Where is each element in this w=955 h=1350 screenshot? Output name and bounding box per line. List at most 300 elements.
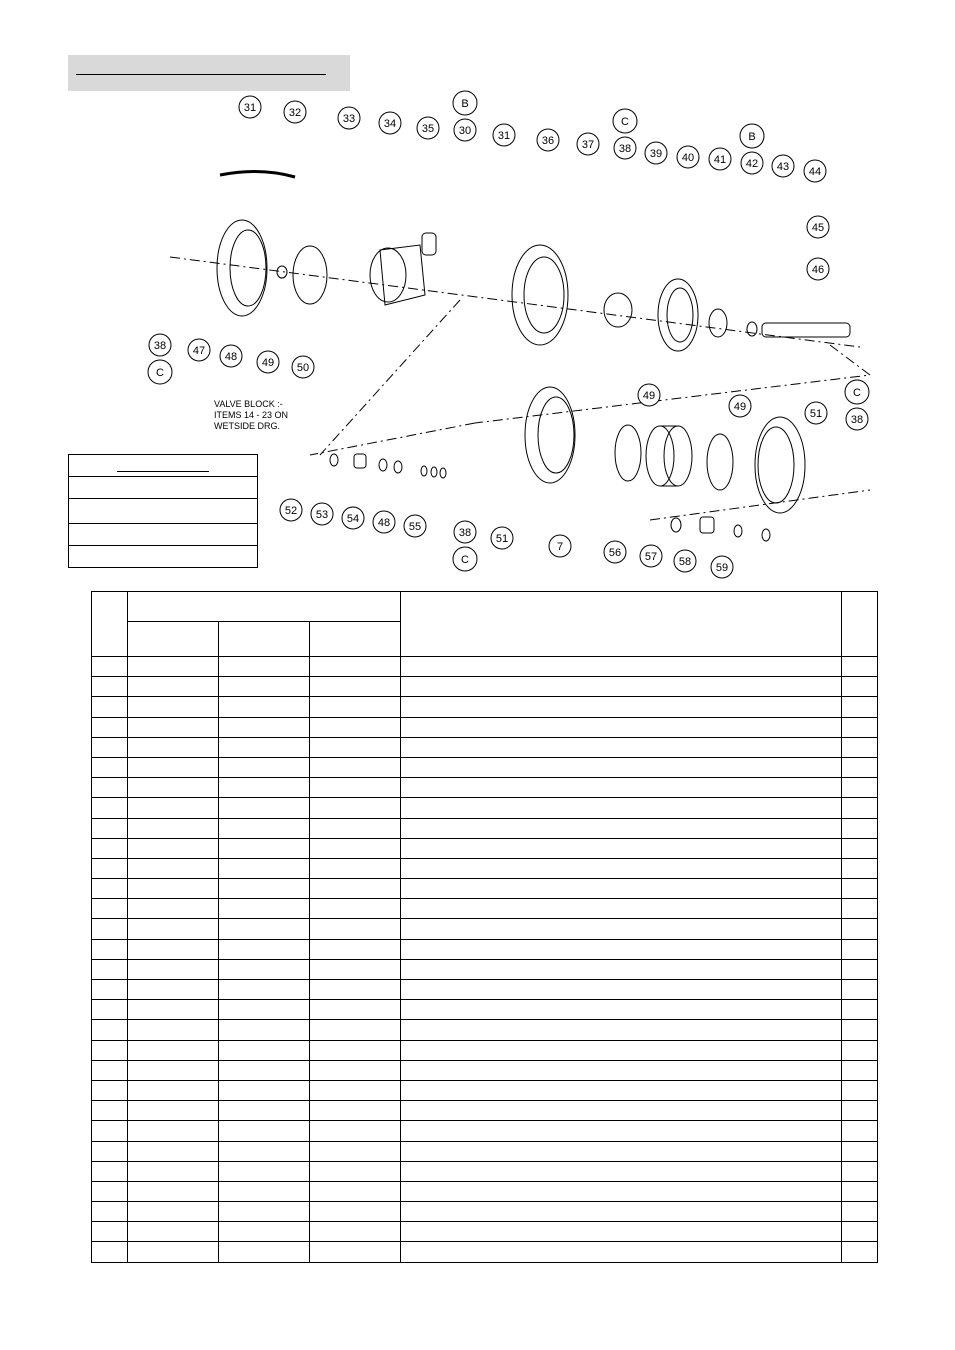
table-cell [219, 1202, 310, 1222]
table-cell [92, 980, 128, 1000]
table-cell [92, 919, 128, 939]
table-row [92, 1222, 878, 1242]
table-cell [92, 778, 128, 798]
table-cell [401, 757, 842, 777]
table-cell [128, 1080, 219, 1100]
table-row [92, 1000, 878, 1020]
table-cell [401, 838, 842, 858]
table-cell [128, 1020, 219, 1040]
callout-31 [239, 96, 261, 118]
header-sub-3 [310, 622, 401, 657]
callout-32 [284, 101, 306, 123]
table-cell [401, 980, 842, 1000]
table-cell [219, 1000, 310, 1020]
table-cell [401, 697, 842, 717]
svg-text:48: 48 [377, 517, 391, 529]
table-row [92, 1060, 878, 1080]
svg-text:41: 41 [713, 154, 727, 166]
table-cell [842, 697, 878, 717]
callout-38 [614, 137, 636, 159]
table-row [92, 919, 878, 939]
table-cell [92, 1181, 128, 1201]
table-cell [842, 1000, 878, 1020]
svg-text:42: 42 [745, 158, 759, 170]
callout-49-lower-a [638, 384, 660, 406]
table-row [92, 757, 878, 777]
part-51-end-cap-right [755, 417, 805, 513]
table-cell [310, 1020, 401, 1040]
table-cell [842, 717, 878, 737]
svg-text:44: 44 [808, 166, 822, 178]
table-cell [128, 1101, 219, 1121]
table-cell [128, 858, 219, 878]
table-cell [128, 1202, 219, 1222]
svg-text:32: 32 [288, 107, 302, 119]
ref-marker-c-2 [148, 360, 172, 384]
table-cell [401, 798, 842, 818]
callout-48b [373, 511, 395, 533]
table-row [92, 1161, 878, 1181]
legend-row [69, 524, 258, 546]
svg-text:34: 34 [383, 118, 397, 130]
table-cell [92, 657, 128, 677]
table-cell [128, 1040, 219, 1060]
part-49-o-ring-lower [615, 425, 641, 481]
table-cell [401, 959, 842, 979]
table-cell [401, 1222, 842, 1242]
svg-text:B: B [461, 98, 469, 110]
callout-38-left [149, 334, 171, 356]
callout-47 [188, 339, 210, 361]
table-row [92, 1141, 878, 1161]
table-cell [310, 1222, 401, 1242]
table-cell [219, 697, 310, 717]
table-row [92, 1181, 878, 1201]
ref-marker-b-1 [453, 91, 477, 115]
header-qty [842, 592, 878, 657]
header-item-no [92, 592, 128, 657]
table-row [92, 778, 878, 798]
table-row [92, 1242, 878, 1262]
table-row [92, 677, 878, 697]
parts-rows [92, 657, 878, 1263]
svg-text:31: 31 [243, 102, 257, 114]
table-cell [92, 1040, 128, 1060]
table-cell [92, 1222, 128, 1242]
table-cell [842, 838, 878, 858]
svg-text:40: 40 [681, 152, 695, 164]
table-cell [310, 1161, 401, 1181]
callout-34 [379, 112, 401, 134]
table-cell [219, 717, 310, 737]
table-cell [842, 1242, 878, 1262]
svg-text:50: 50 [296, 362, 310, 374]
table-cell [310, 1000, 401, 1020]
table-row [92, 1202, 878, 1222]
table-cell [310, 1060, 401, 1080]
svg-text:38: 38 [850, 414, 864, 426]
table-cell [310, 1141, 401, 1161]
table-cell [219, 1060, 310, 1080]
table-cell [219, 980, 310, 1000]
table-cell [128, 1060, 219, 1080]
svg-text:36: 36 [541, 135, 555, 147]
svg-text:7: 7 [556, 541, 564, 553]
svg-text:C: C [853, 387, 861, 399]
table-row [92, 1040, 878, 1060]
callout-49-lower-b [729, 395, 751, 417]
table-cell [401, 1141, 842, 1161]
svg-text:49: 49 [261, 357, 275, 369]
callout-50 [292, 356, 314, 378]
table-cell [401, 1060, 842, 1080]
table-cell [842, 1141, 878, 1161]
table-cell [310, 899, 401, 919]
ref-marker-c-3 [453, 547, 477, 571]
callout-30 [454, 119, 476, 141]
table-row [92, 939, 878, 959]
table-cell [128, 717, 219, 737]
table-cell [310, 818, 401, 838]
table-cell [310, 1202, 401, 1222]
table-cell [401, 1040, 842, 1060]
legend-row [69, 546, 258, 568]
table-row [92, 737, 878, 757]
table-cell [92, 677, 128, 697]
svg-text:35: 35 [421, 123, 435, 135]
svg-text:47: 47 [192, 345, 206, 357]
callout-51-bottom [491, 527, 513, 549]
table-cell [128, 1161, 219, 1181]
table-row [92, 838, 878, 858]
table-cell [128, 1000, 219, 1020]
callout-35 [417, 117, 439, 139]
svg-text:56: 56 [608, 547, 622, 559]
part-56-piston [646, 426, 674, 486]
callout-44 [804, 160, 826, 182]
table-cell [92, 879, 128, 899]
header-sub-2 [219, 622, 310, 657]
table-row [92, 1080, 878, 1100]
svg-text:53: 53 [315, 509, 329, 521]
table-cell [128, 899, 219, 919]
table-cell [128, 697, 219, 717]
svg-text:37: 37 [581, 139, 595, 151]
callout-48 [220, 345, 242, 367]
valve-block-note-line1: VALVE BLOCK :- [214, 399, 283, 409]
table-cell [401, 717, 842, 737]
table-cell [128, 939, 219, 959]
table-row [92, 697, 878, 717]
table-cell [310, 980, 401, 1000]
table-row [92, 717, 878, 737]
table-cell [401, 677, 842, 697]
table-cell [128, 798, 219, 818]
svg-text:49: 49 [733, 401, 747, 413]
table-cell [219, 657, 310, 677]
table-cell [401, 919, 842, 939]
table-cell [219, 1141, 310, 1161]
svg-text:31: 31 [497, 130, 511, 142]
table-cell [842, 1222, 878, 1242]
svg-text:C: C [156, 367, 164, 379]
table-cell [219, 1222, 310, 1242]
table-cell [842, 1060, 878, 1080]
table-cell [310, 1080, 401, 1100]
table-cell [128, 737, 219, 757]
legend-row [69, 477, 258, 499]
table-cell [401, 1242, 842, 1262]
legend-table [68, 454, 258, 568]
table-cell [128, 879, 219, 899]
table-cell [842, 980, 878, 1000]
table-cell [92, 1060, 128, 1080]
table-cell [842, 879, 878, 899]
table-cell [310, 657, 401, 677]
table-cell [401, 1181, 842, 1201]
callout-7 [549, 535, 571, 557]
table-row [92, 858, 878, 878]
table-cell [310, 778, 401, 798]
table-row [92, 798, 878, 818]
table-cell [219, 1242, 310, 1262]
part-42-disc [604, 293, 632, 327]
table-cell [310, 757, 401, 777]
table-cell [310, 717, 401, 737]
table-cell [92, 838, 128, 858]
table-cell [842, 899, 878, 919]
callout-49 [257, 351, 279, 373]
table-cell [92, 1101, 128, 1121]
table-cell [401, 818, 842, 838]
table-row [92, 818, 878, 838]
table-cell [219, 778, 310, 798]
table-row [92, 1121, 878, 1141]
callout-46 [807, 258, 829, 280]
callout-38-right [846, 408, 868, 430]
table-cell [310, 1040, 401, 1060]
table-cell [842, 677, 878, 697]
legend-header-cell [69, 455, 258, 477]
table-cell [310, 697, 401, 717]
table-cell [92, 1161, 128, 1181]
valve-block-note-line3: WETSIDE DRG. [214, 421, 281, 431]
part-44-disc [709, 309, 727, 337]
svg-text:38: 38 [153, 340, 167, 352]
table-cell [219, 737, 310, 757]
table-cell [219, 899, 310, 919]
table-cell [128, 980, 219, 1000]
table-cell [128, 959, 219, 979]
table-cell [92, 1020, 128, 1040]
table-cell [401, 737, 842, 757]
table-cell [128, 1242, 219, 1262]
table-cell [128, 818, 219, 838]
table-cell [92, 1000, 128, 1020]
table-cell [401, 778, 842, 798]
table-cell [310, 959, 401, 979]
callout-53 [311, 503, 333, 525]
table-cell [310, 939, 401, 959]
table-cell [842, 737, 878, 757]
callout-51-right [805, 402, 827, 424]
table-row [92, 1101, 878, 1121]
table-cell [128, 1141, 219, 1161]
parts-list-table [91, 591, 878, 1263]
table-cell [401, 1020, 842, 1040]
table-cell [310, 1121, 401, 1141]
table-cell [128, 1121, 219, 1141]
table-cell [310, 879, 401, 899]
table-cell [219, 919, 310, 939]
table-cell [842, 1020, 878, 1040]
table-cell [92, 939, 128, 959]
table-cell [128, 757, 219, 777]
table-row [92, 1020, 878, 1040]
table-cell [92, 757, 128, 777]
part-43-diaphragm [658, 279, 698, 351]
svg-text:B: B [748, 131, 756, 143]
svg-text:43: 43 [776, 161, 790, 173]
callout-40 [677, 146, 699, 168]
svg-text:30: 30 [458, 125, 472, 137]
callout-39 [645, 142, 667, 164]
svg-text:52: 52 [284, 505, 298, 517]
table-cell [219, 1040, 310, 1060]
svg-text:51: 51 [809, 408, 823, 420]
part-49-o-ring-right [707, 434, 733, 490]
table-cell [92, 818, 128, 838]
table-cell [219, 677, 310, 697]
table-cell [842, 798, 878, 818]
table-cell [842, 959, 878, 979]
table-row [92, 879, 878, 899]
table-cell [219, 1080, 310, 1100]
table-cell [401, 858, 842, 878]
svg-text:C: C [461, 554, 469, 566]
table-cell [842, 939, 878, 959]
table-cell [842, 919, 878, 939]
header-description [401, 592, 842, 657]
table-cell [128, 919, 219, 939]
callout-37 [577, 133, 599, 155]
callout-56 [604, 541, 626, 563]
table-cell [842, 1161, 878, 1181]
table-cell [128, 1222, 219, 1242]
table-cell [401, 1101, 842, 1121]
table-cell [219, 1101, 310, 1121]
svg-text:58: 58 [678, 556, 692, 568]
header-sub-1 [128, 622, 219, 657]
table-cell [842, 818, 878, 838]
table-cell [92, 798, 128, 818]
part-34-body [370, 248, 406, 302]
table-cell [310, 858, 401, 878]
table-cell [842, 778, 878, 798]
table-cell [128, 838, 219, 858]
callout-52 [280, 499, 302, 521]
svg-text:38: 38 [458, 527, 472, 539]
callout-59 [711, 556, 733, 578]
table-cell [92, 737, 128, 757]
svg-text:48: 48 [224, 351, 238, 363]
table-cell [128, 677, 219, 697]
table-row [92, 657, 878, 677]
svg-text:38: 38 [618, 143, 632, 155]
legend-row [69, 499, 258, 524]
table-cell [401, 657, 842, 677]
table-cell [310, 838, 401, 858]
table-cell [310, 1242, 401, 1262]
table-cell [219, 1161, 310, 1181]
callout-31b [493, 124, 515, 146]
table-cell [219, 939, 310, 959]
ref-marker-b-2 [740, 124, 764, 148]
title-underline [76, 74, 326, 75]
svg-text:59: 59 [715, 562, 729, 574]
callout-42 [741, 152, 763, 174]
part-45-ring [747, 322, 757, 336]
table-cell [219, 757, 310, 777]
svg-text:51: 51 [495, 533, 509, 545]
callout-55 [404, 515, 426, 537]
svg-text:46: 46 [811, 264, 825, 276]
table-cell [842, 757, 878, 777]
table-cell [128, 657, 219, 677]
table-cell [92, 1121, 128, 1141]
table-cell [219, 818, 310, 838]
svg-text:57: 57 [644, 551, 658, 563]
svg-text:45: 45 [811, 222, 825, 234]
callout-43 [772, 155, 794, 177]
table-cell [842, 1121, 878, 1141]
table-cell [401, 1202, 842, 1222]
table-cell [219, 879, 310, 899]
table-cell [128, 778, 219, 798]
callout-58 [674, 550, 696, 572]
table-cell [310, 677, 401, 697]
table-cell [92, 717, 128, 737]
part-51-end-cap-left [525, 387, 575, 483]
callout-33 [338, 107, 360, 129]
table-cell [310, 737, 401, 757]
table-cell [310, 919, 401, 939]
ref-marker-c-4 [845, 380, 869, 404]
table-cell [842, 1101, 878, 1121]
callout-45 [807, 216, 829, 238]
table-cell [219, 858, 310, 878]
svg-text:49: 49 [642, 390, 656, 402]
table-cell [92, 1202, 128, 1222]
table-cell [401, 1000, 842, 1020]
table-row [92, 980, 878, 1000]
callout-38-bottom [454, 521, 476, 543]
table-cell [92, 1141, 128, 1161]
callout-41 [709, 148, 731, 170]
part-46-shaft [762, 323, 850, 337]
table-cell [401, 1161, 842, 1181]
table-cell [842, 657, 878, 677]
table-cell [842, 1040, 878, 1060]
table-cell [401, 1080, 842, 1100]
table-cell [92, 858, 128, 878]
table-cell [219, 1020, 310, 1040]
svg-text:54: 54 [346, 513, 360, 525]
valve-block-note-line2: ITEMS 14 - 23 ON [214, 410, 289, 420]
table-cell [219, 1121, 310, 1141]
part-47-end-cap [217, 220, 267, 316]
callout-57 [640, 545, 662, 567]
